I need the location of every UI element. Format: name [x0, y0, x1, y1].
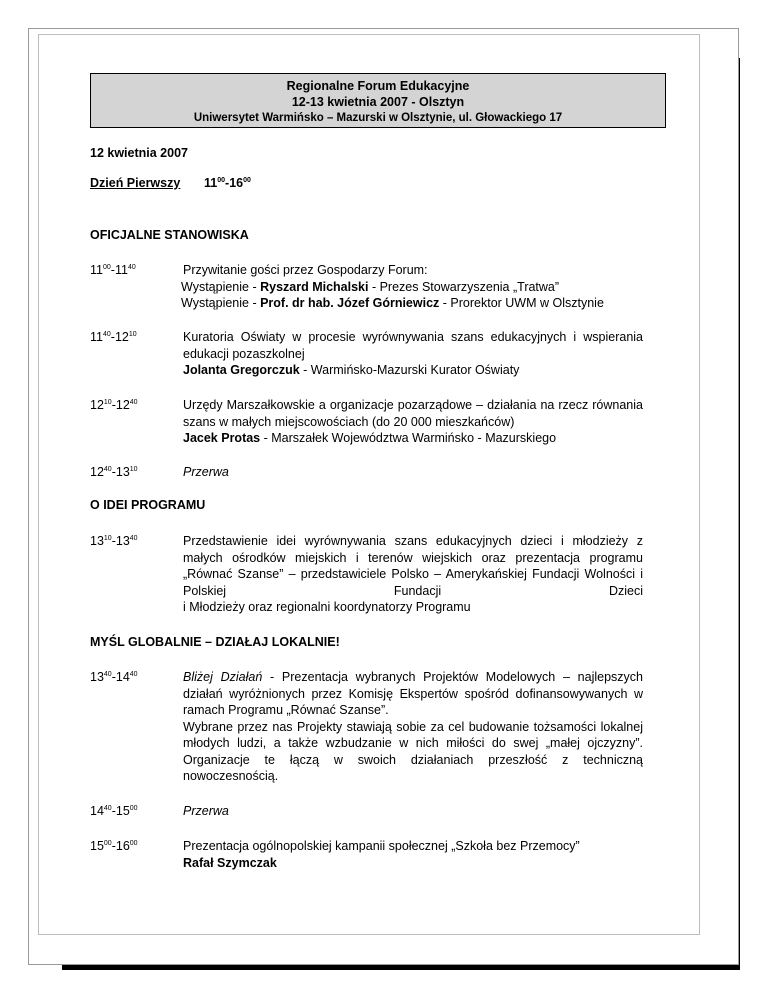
day-time: $11^{00}-16^{00}$: [204, 176, 251, 190]
section-heading-official: OFICJALNE STANOWISKA: [90, 228, 249, 242]
agenda-item-urzedy: Urzędy Marszałkowskie a organizacje pozarządowe – działania na rzecz równania szans w małych miejscowościach (do 20 000 mieszkańców) Jacek Protas - Marszałek Województwa Warmińsko - Mazurskiego: [183, 398, 643, 445]
day-label: Dzień Pierwszy: [90, 176, 181, 190]
agenda-item-break: Przerwa: [183, 804, 229, 818]
agenda-item-welcome: Przywitanie gości przez Gospodarzy Forum: Wystąpienie - Ryszard Michalski - Prezes Stowarzyszenia „Tratwa” Wystąpienie - Prof. dr hab. Józef Górniewicz - Prorektor UWM w Olsztynie: [181, 263, 604, 310]
agenda-time: $13^{10}-13^{40}$: [90, 534, 138, 548]
agenda-time: $14^{40}-15^{00}$: [90, 804, 138, 818]
document-page: [38, 34, 700, 935]
agenda-item-kuratoria: Kuratoria Oświaty w procesie wyrównywania szans edukacyjnych i wspierania edukacji pozaszkolnej Jolanta Gregorczuk - Warmińsko-Mazurski Kurator Oświaty: [183, 330, 643, 377]
header-box: [90, 73, 666, 128]
agenda-item-program-idea: Przedstawienie idei wyrównywania szans edukacyjnych dzieci i młodzieży z małych ośrodków miejskich i terenów wiejskich oraz prezentacja programu „Równać Szanse” – przedstawiciele Polsko – Amerykańskiej Fundacji Wolności i Polskiej Fundacji Dzieci i Młodzieży oraz regionalni koordynatorzy Programu: [183, 534, 643, 614]
agenda-time: $12^{10}-12^{40}$: [90, 398, 138, 412]
agenda-item-campaign: Prezentacja ogólnopolskiej kampanii społecznej „Szkoła bez Przemocy” Rafał Szymczak: [183, 839, 580, 870]
agenda-item-model-projects: Bliżej Działań - Prezentacja wybranych Projektów Modelowych – najlepszych działań wyróżnionych przez Komisję Ekspertów spośród dofinansowywanych w ramach Programu „Równać Szanse”. Wybrane przez nas Projekty stawiają sobie za cel budowanie tożsamości lokalnej młodych ludzi, a także wzbudzanie w nich miłości do swej „małej ojczyzny”. Organizacje te łączą w swoich działaniach przeszłość z techniczną nowoczesnością.: [183, 670, 643, 783]
section-heading-think-global: MYŚL GLOBALNIE – DZIAŁAJ LOKALNIE!: [90, 635, 340, 649]
header-title: Regionalne Forum Edukacyjne: [286, 79, 470, 93]
section-heading-idea: O IDEI PROGRAMU: [90, 498, 206, 512]
agenda-time: $13^{40}-14^{40}$: [90, 670, 138, 684]
header-date-place: 12-13 kwietnia 2007 - Olsztyn: [291, 95, 465, 109]
header-venue: Uniwersytet Warmińsko – Mazurski w Olsztynie, ul. Głowackiego 17: [193, 112, 563, 124]
agenda-time: $12^{40}-13^{10}$: [90, 465, 138, 479]
agenda-time: $11^{00}-11^{40}$: [90, 263, 136, 277]
agenda-item-break: Przerwa: [183, 465, 229, 479]
agenda-time: $15^{00}-16^{00}$: [90, 839, 138, 853]
event-date: 12 kwietnia 2007: [90, 146, 188, 160]
agenda-time: $11^{40}-12^{10}$: [90, 330, 137, 344]
